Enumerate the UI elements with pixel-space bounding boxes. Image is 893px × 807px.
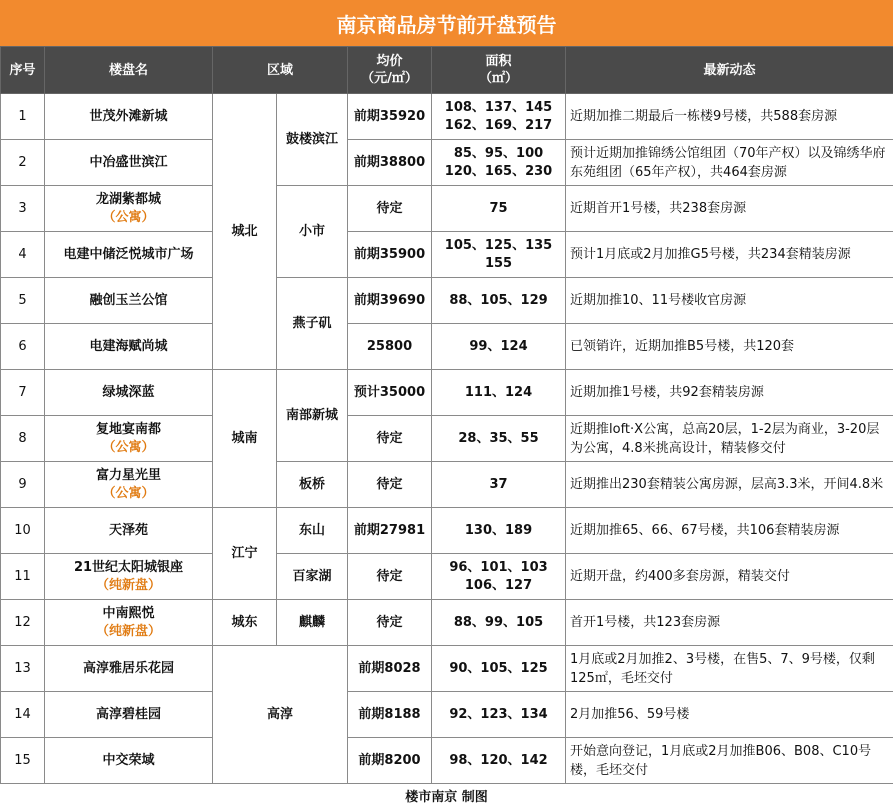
row-area: 37 — [432, 462, 566, 508]
row-name-text: 中南熙悦 — [102, 605, 155, 621]
row-name — [45, 462, 213, 508]
region-cell: 城北 — [213, 94, 277, 370]
listing-table — [0, 46, 893, 784]
row-name — [45, 186, 213, 232]
row-news: 近期推出230套精装公寓房源，层高3.3米，开间4.8米 — [566, 462, 893, 508]
row-price: 待定 — [348, 186, 432, 232]
row-news: 近期加推二期最后一栋楼9号楼，共588套房源 — [566, 94, 893, 140]
subregion-cell: 板桥 — [277, 462, 348, 508]
subregion-cell: 百家湖 — [277, 554, 348, 600]
row-tag: （纯新盘） — [95, 623, 161, 639]
table-row — [1, 278, 893, 324]
row-area: 88、99、105 — [432, 600, 566, 646]
row-area — [432, 94, 566, 140]
row-index: 11 — [1, 554, 45, 600]
row-area: 111、124 — [432, 370, 566, 416]
row-area — [432, 140, 566, 186]
row-news: 预计近期加推锦绣公馆组团（70年产权）以及锦绣华府东苑组团（65年产权），共464套房源 — [566, 140, 893, 186]
row-area — [432, 232, 566, 278]
header-name: 楼盘名 — [45, 47, 213, 94]
row-name: 绿城深蓝 — [45, 370, 213, 416]
row-news: 2月加推56、59号楼 — [566, 692, 893, 738]
row-area: 28、35、55 — [432, 416, 566, 462]
table-row — [1, 508, 893, 554]
row-index: 2 — [1, 140, 45, 186]
subregion-cell: 燕子矶 — [277, 278, 348, 370]
row-index: 8 — [1, 416, 45, 462]
row-news: 开始意向登记，1月底或2月加推B06、B08、C10号楼，毛坯交付 — [566, 738, 893, 784]
row-name — [45, 554, 213, 600]
region-cell: 城南 — [213, 370, 277, 508]
row-index: 6 — [1, 324, 45, 370]
header-row — [1, 47, 893, 94]
row-index: 12 — [1, 600, 45, 646]
row-area: 75 — [432, 186, 566, 232]
row-name: 融创玉兰公馆 — [45, 278, 213, 324]
row-price: 前期27981 — [348, 508, 432, 554]
row-name: 高淳碧桂园 — [45, 692, 213, 738]
table-row — [1, 324, 893, 370]
row-name-text: 龙湖紫都城 — [95, 191, 161, 207]
header-news: 最新动态 — [566, 47, 893, 94]
row-index: 4 — [1, 232, 45, 278]
row-area-line: 155 — [484, 255, 513, 271]
table-row — [1, 140, 893, 186]
page-title: 南京商品房节前开盘预告 — [0, 0, 893, 46]
subregion-cell: 南部新城 — [277, 370, 348, 462]
header-area — [432, 47, 566, 94]
table-row — [1, 94, 893, 140]
footer-credit: 楼市南京 制图 — [405, 790, 488, 805]
row-name — [45, 416, 213, 462]
row-price: 前期38800 — [348, 140, 432, 186]
table-row — [1, 692, 893, 738]
table-row — [1, 186, 893, 232]
table-row — [1, 232, 893, 278]
row-area: 130、189 — [432, 508, 566, 554]
row-index: 3 — [1, 186, 45, 232]
row-name: 中交荣域 — [45, 738, 213, 784]
row-area-line: 105、125、135 — [444, 237, 553, 253]
header-price-unit: （元/㎡） — [361, 71, 418, 86]
row-area-line: 108、137、145 — [444, 99, 553, 115]
row-news: 近期首开1号楼，共238套房源 — [566, 186, 893, 232]
header-index: 序号 — [1, 47, 45, 94]
row-news: 近期加推65、66、67号楼，共106套精装房源 — [566, 508, 893, 554]
row-index: 1 — [1, 94, 45, 140]
row-area-line: 120、165、230 — [444, 163, 553, 179]
table-row — [1, 416, 893, 462]
row-price: 待定 — [348, 600, 432, 646]
row-name-text: 复地宴南都 — [95, 421, 161, 437]
row-name: 世茂外滩新城 — [45, 94, 213, 140]
region-cell: 江宁 — [213, 508, 277, 600]
row-news: 近期开盘，约400多套房源，精装交付 — [566, 554, 893, 600]
row-index: 13 — [1, 646, 45, 692]
region-cell: 高淳 — [213, 646, 348, 784]
row-price: 25800 — [348, 324, 432, 370]
row-name: 电建中储泛悦城市广场 — [45, 232, 213, 278]
header-area-unit: （㎡） — [479, 71, 519, 86]
subregion-cell: 东山 — [277, 508, 348, 554]
header-region: 区域 — [213, 47, 348, 94]
row-price: 预计35000 — [348, 370, 432, 416]
row-price: 待定 — [348, 462, 432, 508]
row-name: 高淳雅居乐花园 — [45, 646, 213, 692]
row-name: 天泽苑 — [45, 508, 213, 554]
row-tag: （纯新盘） — [95, 577, 161, 593]
row-name-text: 21世纪太阳城银座 — [73, 559, 184, 575]
row-area: 99、124 — [432, 324, 566, 370]
row-name-text: 富力星光里 — [95, 467, 161, 483]
row-news: 1月底或2月加推2、3号楼，在售5、7、9号楼，仅剩125㎡，毛坯交付 — [566, 646, 893, 692]
subregion-cell: 麒麟 — [277, 600, 348, 646]
table-row — [1, 370, 893, 416]
row-index: 10 — [1, 508, 45, 554]
row-price: 前期35920 — [348, 94, 432, 140]
row-tag: （公寓） — [102, 209, 155, 225]
row-price: 前期8028 — [348, 646, 432, 692]
row-price: 前期39690 — [348, 278, 432, 324]
row-name: 中冶盛世滨江 — [45, 140, 213, 186]
table-row — [1, 462, 893, 508]
region-cell: 城东 — [213, 600, 277, 646]
row-index: 14 — [1, 692, 45, 738]
row-tag: （公寓） — [102, 439, 155, 455]
row-news: 近期加推10、11号楼收官房源 — [566, 278, 893, 324]
row-area: 92、123、134 — [432, 692, 566, 738]
row-news: 近期推loft·X公寓，总高20层，1-2层为商业，3-20层为公寓，4.8米挑高设计，精装修交付 — [566, 416, 893, 462]
row-price: 前期8200 — [348, 738, 432, 784]
row-news: 近期加推1号楼，共92套精装房源 — [566, 370, 893, 416]
row-news: 首开1号楼，共123套房源 — [566, 600, 893, 646]
row-area: 88、105、129 — [432, 278, 566, 324]
row-news: 预计1月底或2月加推G5号楼，共234套精装房源 — [566, 232, 893, 278]
header-price-label: 均价 — [376, 54, 403, 69]
row-area — [432, 554, 566, 600]
row-price: 待定 — [348, 416, 432, 462]
row-index: 7 — [1, 370, 45, 416]
header-area-label: 面积 — [485, 54, 512, 69]
row-index: 9 — [1, 462, 45, 508]
row-name: 电建海赋尚城 — [45, 324, 213, 370]
row-price: 待定 — [348, 554, 432, 600]
table-row — [1, 600, 893, 646]
row-area-line: 106、127 — [464, 577, 533, 593]
row-area-line: 96、101、103 — [449, 559, 548, 575]
row-area: 90、105、125 — [432, 646, 566, 692]
row-index: 15 — [1, 738, 45, 784]
table-row — [1, 554, 893, 600]
subregion-cell: 鼓楼滨江 — [277, 94, 348, 186]
row-area: 98、120、142 — [432, 738, 566, 784]
subregion-cell: 小市 — [277, 186, 348, 278]
table-row — [1, 738, 893, 784]
row-index: 5 — [1, 278, 45, 324]
header-price — [348, 47, 432, 94]
row-tag: （公寓） — [102, 485, 155, 501]
row-news: 已领销许，近期加推B5号楼，共120套 — [566, 324, 893, 370]
row-area-line: 162、169、217 — [444, 117, 553, 133]
row-price: 前期8188 — [348, 692, 432, 738]
row-price: 前期35900 — [348, 232, 432, 278]
table-row — [1, 646, 893, 692]
row-area-line: 85、95、100 — [453, 145, 544, 161]
row-name — [45, 600, 213, 646]
